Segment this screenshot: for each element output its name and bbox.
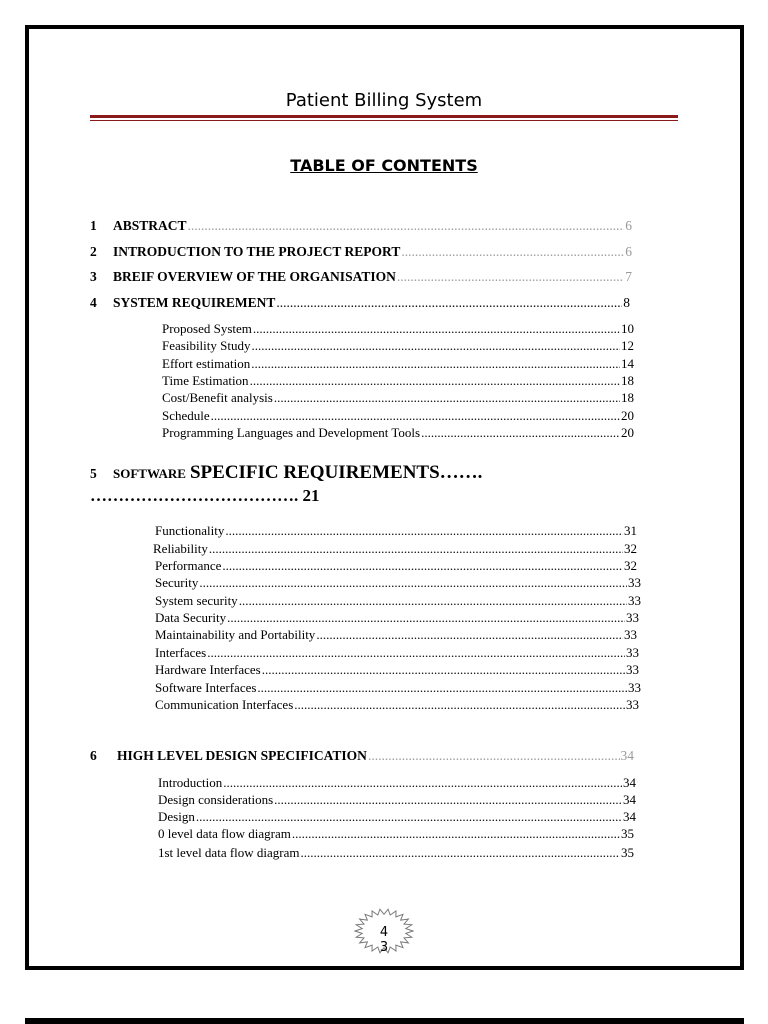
- dot-leader: [223, 775, 622, 791]
- subentry-title: Interfaces: [155, 645, 207, 660]
- dot-leader: [401, 244, 624, 260]
- entry-title: INTRODUCTION TO THE PROJECT REPORT: [113, 244, 401, 259]
- toc-subentry[interactable]: [162, 321, 634, 337]
- subentry-title: Data Security: [155, 610, 227, 625]
- subentry-page: 33: [626, 645, 639, 660]
- dot-leader: [368, 748, 620, 764]
- subentry-title: Design considerations: [158, 792, 274, 807]
- dot-leader: [257, 680, 627, 696]
- subentry-title: Effort estimation: [162, 356, 251, 371]
- subentry-page: 35: [621, 845, 634, 860]
- subentry-title: Software Interfaces: [155, 680, 257, 695]
- entry-number: 2: [90, 244, 97, 259]
- entry-page: 7: [625, 269, 632, 284]
- entry-page: 6: [625, 218, 632, 233]
- subentry-title: 0 level data flow diagram: [158, 826, 291, 841]
- subentry-page: 33: [628, 680, 641, 695]
- dot-leader: [276, 295, 622, 311]
- subentry-page: 10: [621, 321, 634, 336]
- subentry-title: Design: [158, 809, 195, 824]
- entry-title: SPECIFIC REQUIREMENTS: [189, 462, 440, 483]
- subentry-page: 18: [621, 390, 634, 405]
- dot-leader: [211, 408, 620, 424]
- toc-subentry[interactable]: [158, 792, 636, 808]
- dot-leader: [274, 390, 620, 406]
- entry-page: 34: [620, 748, 634, 763]
- subentry-page: 35: [621, 826, 634, 841]
- entry-number: 5: [90, 466, 97, 481]
- toc-subentry[interactable]: [162, 425, 634, 441]
- toc-subentry[interactable]: [162, 356, 634, 372]
- dot-leader: [316, 627, 623, 643]
- subentry-title: Proposed System: [162, 321, 252, 336]
- toc-subentry[interactable]: [162, 408, 634, 424]
- subentry-title: Programming Languages and Development Tools: [162, 425, 421, 440]
- subentry-page: 32: [624, 541, 637, 556]
- dot-leader: [301, 845, 620, 861]
- subentry-page: 14: [621, 356, 634, 371]
- subentry-page: 34: [623, 809, 636, 824]
- next-page-border: [25, 1018, 744, 1024]
- toc-entry-system-requirement[interactable]: [90, 295, 630, 311]
- toc-subentry[interactable]: [155, 680, 641, 696]
- dot-leader: [239, 593, 627, 609]
- dot-leader: …….: [439, 462, 483, 483]
- dot-leader: [196, 809, 622, 825]
- header-rule: [90, 115, 678, 118]
- page-number-secondary: 3: [379, 940, 389, 955]
- subentry-page: 20: [621, 425, 634, 440]
- dot-leader: [262, 662, 625, 678]
- subentry-page: 20: [621, 408, 634, 423]
- dot-leader: [209, 541, 623, 557]
- subentry-page: 31: [624, 523, 637, 538]
- toc-entry-introduction[interactable]: [90, 244, 632, 260]
- toc-subentry[interactable]: [153, 541, 637, 557]
- dot-leader: ……………………………….: [90, 486, 299, 505]
- toc-entry-overview[interactable]: [90, 269, 632, 285]
- header-rule-thin: [90, 120, 678, 121]
- subentry-title: Functionality: [155, 523, 225, 538]
- subentry-page: 33: [628, 593, 641, 608]
- toc-subentry[interactable]: [155, 662, 639, 678]
- dot-leader: [292, 826, 620, 842]
- subentry-title: Schedule: [162, 408, 210, 423]
- dot-leader: [225, 523, 623, 539]
- toc-subentry[interactable]: [155, 593, 641, 609]
- dot-leader: [421, 425, 620, 441]
- subentry-page: 34: [623, 775, 636, 790]
- entry-number: 3: [90, 269, 97, 284]
- subentry-title: Cost/Benefit analysis: [162, 390, 273, 405]
- subentry-title: System security: [155, 593, 238, 608]
- entry-title: SYSTEM REQUIREMENT: [113, 295, 276, 310]
- entry-title: BREIF OVERVIEW OF THE ORGANISATION: [113, 269, 396, 284]
- entry-number: 6: [90, 748, 97, 763]
- subentry-page: 33: [626, 662, 639, 677]
- toc-subentry[interactable]: [158, 845, 634, 861]
- dot-leader: [274, 792, 622, 808]
- subentry-page: 33: [626, 697, 639, 712]
- entry-page: 8: [623, 295, 630, 310]
- toc-subentry[interactable]: [155, 645, 639, 661]
- entry-page: 6: [625, 244, 632, 259]
- entry-title: ABSTRACT: [113, 218, 187, 233]
- toc-entry-abstract[interactable]: [90, 218, 632, 234]
- subentry-title: Introduction: [158, 775, 223, 790]
- toc-title: TABLE OF CONTENTS: [290, 156, 478, 175]
- toc-subentry[interactable]: [155, 523, 637, 539]
- toc-subentry[interactable]: [155, 697, 639, 713]
- dot-leader: [253, 321, 620, 337]
- subentry-page: 34: [623, 792, 636, 807]
- subentry-title: Reliability: [153, 541, 208, 556]
- subentry-page: 32: [624, 558, 637, 573]
- subentry-title: Performance: [155, 558, 222, 573]
- dot-leader: [188, 218, 625, 234]
- toc-subentry[interactable]: [162, 390, 634, 406]
- toc-subentry[interactable]: [158, 775, 636, 791]
- dot-leader: [207, 645, 625, 661]
- subentry-title: Hardware Interfaces: [155, 662, 261, 677]
- toc-subentry[interactable]: [155, 627, 637, 643]
- toc-subentry[interactable]: [158, 826, 634, 842]
- toc-subentry[interactable]: [155, 610, 639, 626]
- subentry-title: Security: [155, 575, 199, 590]
- subentry-title: Time Estimation: [162, 373, 249, 388]
- entry-page: 21: [302, 486, 320, 505]
- toc-entry-high-level-design[interactable]: [90, 748, 634, 764]
- dot-leader: [251, 338, 620, 354]
- toc-subentry[interactable]: [162, 373, 634, 389]
- subentry-title: Communication Interfaces: [155, 697, 294, 712]
- entry-title-prefix: SOFTWARE: [113, 466, 186, 481]
- subentry-title: 1st level data flow diagram: [158, 845, 300, 860]
- entry-number: 1: [90, 218, 97, 233]
- subentry-page: 18: [621, 373, 634, 388]
- toc-entry-continuation: [90, 486, 320, 506]
- dot-leader: [397, 269, 624, 285]
- subentry-page: 33: [628, 575, 641, 590]
- dot-leader: [251, 356, 620, 372]
- entry-number: 4: [90, 295, 97, 310]
- document-header-title: Patient Billing System: [285, 90, 483, 111]
- entry-title: HIGH LEVEL DESIGN SPECIFICATION: [117, 748, 367, 763]
- dot-leader: [227, 610, 625, 626]
- subentry-page: 33: [624, 627, 637, 642]
- subentry-page: 12: [621, 338, 634, 353]
- subentry-page: 33: [626, 610, 639, 625]
- toc-subentry[interactable]: [158, 809, 636, 825]
- dot-leader: [250, 373, 620, 389]
- dot-leader: [199, 575, 627, 591]
- dot-leader: [294, 697, 625, 713]
- toc-subentry[interactable]: [155, 558, 637, 574]
- subentry-title: Maintainability and Portability: [155, 627, 316, 642]
- toc-subentry[interactable]: [162, 338, 634, 354]
- toc-subentry[interactable]: [155, 575, 641, 591]
- dot-leader: [222, 558, 623, 574]
- toc-entry-software-specific-requirements[interactable]: [90, 462, 482, 484]
- subentry-title: Feasibility Study: [162, 338, 251, 353]
- page-number: 4: [379, 925, 389, 940]
